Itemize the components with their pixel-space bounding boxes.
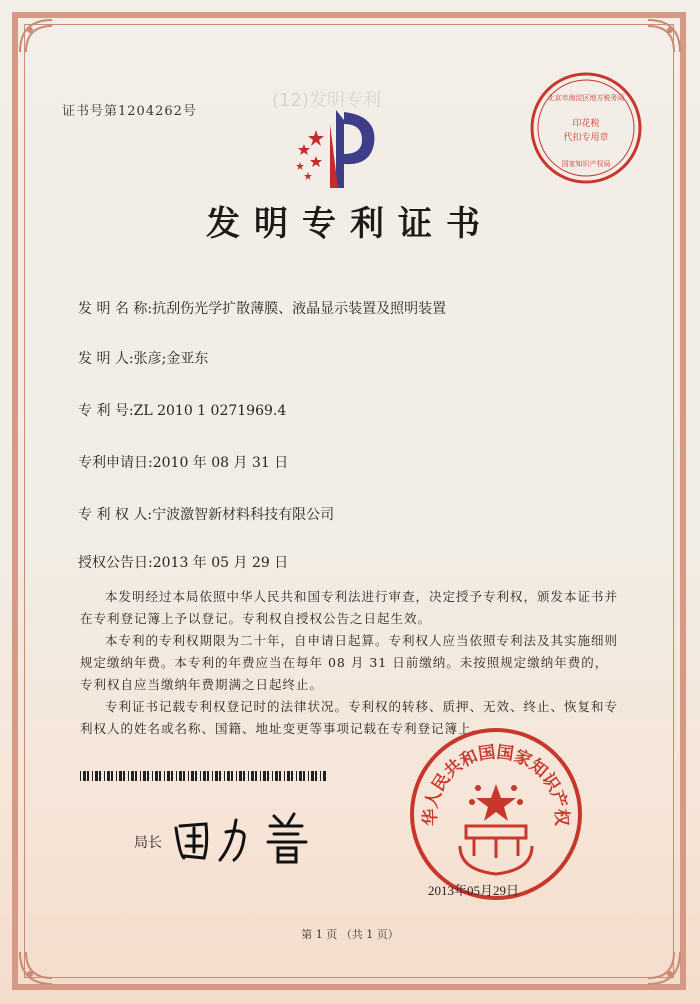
- corner-ornament-bottom-left: [16, 948, 56, 988]
- field-value: ZL 2010 1 0271969.4: [133, 403, 287, 419]
- barcode-bar: [176, 771, 177, 781]
- svg-text:印花税: 印花税: [572, 119, 600, 129]
- field-value: 2013 年 05 月 29 日: [152, 555, 289, 571]
- barcode-bar: [107, 771, 110, 781]
- barcode: [80, 766, 326, 776]
- barcode-bar: [171, 771, 173, 781]
- barcode-bar: [123, 771, 125, 781]
- field-patentee: [78, 504, 334, 524]
- issue-date: 2013年05月29日: [428, 883, 520, 898]
- barcode-bar: [236, 771, 237, 781]
- barcode-bar: [159, 771, 161, 781]
- watermark-title: (12)发明专利: [272, 90, 381, 111]
- barcode-bar: [104, 771, 105, 781]
- barcode-bar: [303, 771, 305, 781]
- field-label: 专 利 号:: [78, 403, 134, 419]
- certificate-number: 证书号第1204262号: [62, 104, 197, 119]
- barcode-bar: [143, 771, 146, 781]
- barcode-bar: [263, 771, 266, 781]
- official-seal: [408, 726, 584, 902]
- barcode-bar: [251, 771, 254, 781]
- barcode-bar: [111, 771, 113, 781]
- barcode-bar: [275, 771, 278, 781]
- barcode-bar: [191, 771, 194, 781]
- barcode-bar: [255, 771, 257, 781]
- director-signature: [170, 806, 320, 866]
- barcode-bar: [200, 771, 201, 781]
- barcode-bar: [296, 771, 297, 781]
- body-paragraph: 本发明经过本局依照中华人民共和国专利法进行审查，决定授予专利权，颁发本证书并在专利登记簿上予以登记。专利权自授权公告之日起生效。: [80, 589, 619, 626]
- barcode-bar: [203, 771, 206, 781]
- barcode-bar: [99, 771, 101, 781]
- barcode-bar: [315, 771, 317, 781]
- svg-text:北京市海淀区地方税务局: 北京市海淀区地方税务局: [547, 94, 625, 102]
- tax-seal: [528, 70, 644, 186]
- barcode-bar: [155, 771, 158, 781]
- corner-ornament-top-left: [16, 16, 56, 56]
- barcode-bar: [92, 771, 93, 781]
- barcode-bar: [152, 771, 153, 781]
- corner-ornament-top-right: [644, 16, 684, 56]
- barcode-bar: [116, 771, 117, 781]
- svg-text:代扣专用章: 代扣专用章: [563, 133, 609, 143]
- field-patent-number: [78, 400, 286, 420]
- barcode-bar: [131, 771, 134, 781]
- svg-text:中华人民共和国国家知识产权局: 华人民共和国国家知识产权: [420, 742, 572, 826]
- barcode-bar: [179, 771, 182, 781]
- barcode-bar: [231, 771, 233, 781]
- barcode-bar: [135, 771, 137, 781]
- barcode-bar: [83, 771, 86, 781]
- barcode-bar: [87, 771, 89, 781]
- field-label: 发 明 名 称:: [78, 301, 153, 317]
- barcode-bar: [195, 771, 197, 781]
- certificate-body: [80, 586, 620, 740]
- barcode-bar: [212, 771, 213, 781]
- barcode-bar: [323, 771, 326, 781]
- field-application-date: [78, 452, 288, 472]
- barcode-bar: [128, 771, 129, 781]
- corner-ornament-bottom-right: [644, 948, 684, 988]
- field-label: 专 利 权 人:: [78, 507, 153, 523]
- barcode-bar: [260, 771, 261, 781]
- page-number: 第 1 页 （共 1 页）: [301, 928, 399, 941]
- barcode-bar: [95, 771, 98, 781]
- barcode-bar: [80, 771, 81, 781]
- body-paragraph: 专利证书记载专利权登记时的法律状况。专利权的转移、质押、无效、终止、恢复和专利权人的姓名或名称、国籍、地址变更等事项记载在专利登记簿上。: [80, 699, 619, 736]
- field-value: 张彦;金亚东: [133, 351, 209, 367]
- body-paragraph: 本专利的专利权期限为二十年，自申请日起算。专利权人应当依照专利法及其实施细则规定缴纳年费。本专利的年费应当在每年 08 月 31 日前缴纳。未按照规定缴纳年费的，专利权自应当缴纳年费期满之日起终止。: [80, 633, 619, 692]
- barcode-bar: [227, 771, 230, 781]
- barcode-bar: [188, 771, 189, 781]
- svg-text:国家知识产权局: 国家知识产权局: [561, 160, 611, 168]
- barcode-bar: [239, 771, 242, 781]
- barcode-bar: [119, 771, 122, 781]
- barcode-bar: [147, 771, 149, 781]
- barcode-bar: [279, 771, 281, 781]
- field-value: 抗刮伤光学扩散薄膜、液晶显示装置及照明装置: [152, 301, 447, 317]
- barcode-bar: [287, 771, 290, 781]
- field-grant-date: [78, 552, 288, 572]
- barcode-bar: [311, 771, 314, 781]
- barcode-bar: [207, 771, 209, 781]
- barcode-bar: [219, 771, 221, 781]
- field-value: 2010 年 08 月 31 日: [152, 455, 289, 471]
- barcode-bar: [308, 771, 309, 781]
- field-value: 宁波激智新材料科技有限公司: [152, 507, 335, 523]
- barcode-bar: [164, 771, 165, 781]
- field-label: 发 明 人:: [78, 351, 134, 367]
- barcode-bar: [248, 771, 249, 781]
- barcode-bar: [215, 771, 218, 781]
- field-inventor: [78, 348, 208, 368]
- field-invention-name: [78, 298, 446, 318]
- field-label: 专利申请日:: [78, 455, 153, 471]
- barcode-bar: [291, 771, 293, 781]
- barcode-bar: [167, 771, 170, 781]
- barcode-bar: [299, 771, 302, 781]
- certificate-title: 发明专利证书: [206, 204, 494, 244]
- barcode-bar: [243, 771, 245, 781]
- barcode-bar: [224, 771, 225, 781]
- barcode-bar: [267, 771, 269, 781]
- barcode-bar: [284, 771, 285, 781]
- barcode-bar: [320, 771, 321, 781]
- barcode-bar: [272, 771, 273, 781]
- sipo-logo: [286, 100, 386, 192]
- director-label: 局长: [134, 835, 162, 851]
- barcode-bar: [140, 771, 141, 781]
- barcode-bar: [183, 771, 185, 781]
- field-label: 授权公告日:: [78, 555, 153, 571]
